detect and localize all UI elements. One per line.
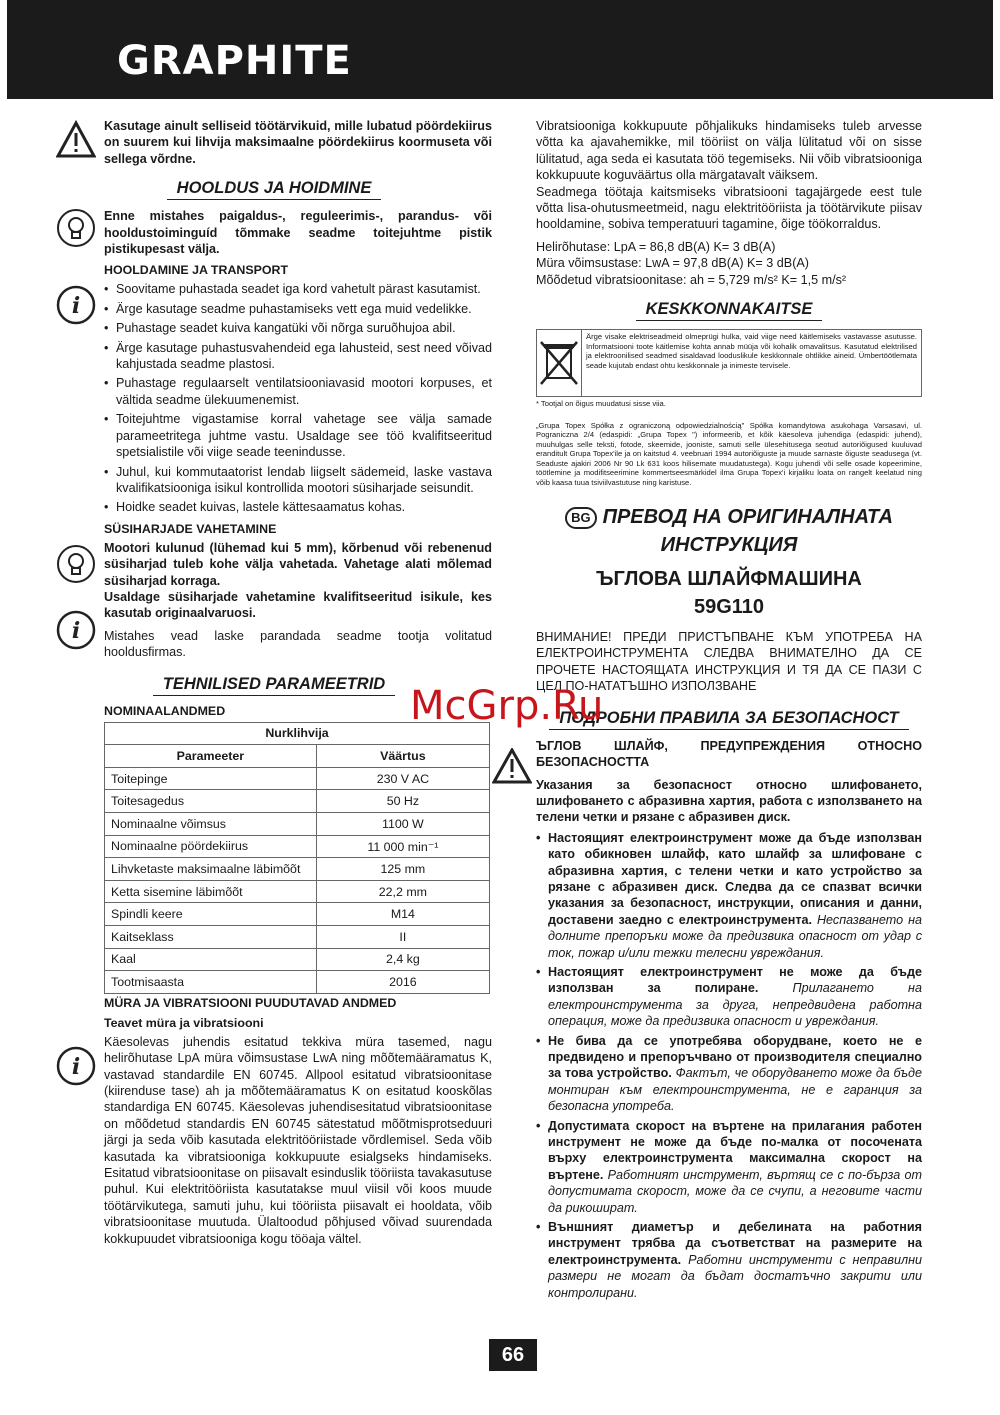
- lightbulb-icon: [56, 208, 96, 248]
- noise-line: Helirõhutase: LpA = 86,8 dB(A) K= 3 dB(A): [536, 239, 776, 254]
- page-number: 66: [489, 1339, 537, 1371]
- info-icon: [56, 1046, 96, 1086]
- param-value: II: [316, 925, 489, 948]
- bg-title: [536, 503, 922, 559]
- list-item: • Ärge kasutage puhastusvahendeid ega lahusteid, sest need võivad kahjustada seadme plastosi.: [104, 340, 492, 373]
- bg-title-line2: ИНСТРУКЦИЯ: [660, 534, 798, 557]
- bold-text: Не бива да се употребява оборудване, което не е предвидено и препоръчвано от производителя специално за това устройство.: [548, 1033, 922, 1081]
- italic-text: Фактът, че оборудването може да бъде монтиран към електроинструмента, не е гаранция за безопасна употреба.: [548, 1066, 922, 1114]
- warning-triangle-icon: [56, 120, 96, 160]
- list-item: [536, 1033, 922, 1115]
- graphite-logo: GRAPHITE: [117, 38, 352, 84]
- transport-list: [104, 281, 492, 515]
- param-name: Tootmisaasta: [105, 971, 317, 994]
- vibration-text: Vibratsiooniga kokkupuute põhjalikuks hindamiseks tuleb arvesse võtta ka ajavahemikke, mil tööriist on välja lülitatud või on sisse lülitatud, aga seda ei kasutata töö tegemiseks. Nii võib vibratsiooniga kokkupuute koguväärtus olla märgatavalt väiksem.: [536, 119, 922, 183]
- warning-text: Kasutage ainult selliseid töötärvikuid, mille lubatud pöördekiirus on suurem kui lihvija maksimaalne pöördekiirus koormuseta või sellega võrdne.: [104, 119, 492, 166]
- info-icon: [56, 610, 96, 650]
- list-item: • Puhastage regulaarselt ventilatsiooniavasid mootori korpuses, et vältida seadme ülekuumenemist.: [104, 375, 492, 408]
- bg-title-line1: ПРЕВОД НА ОРИГИНАЛНАТА: [602, 506, 893, 529]
- list-item: • Puhastage seadet kuiva kangatüki või nõrga suruõhujoa abil.: [104, 320, 492, 336]
- noise-title: MÜRA JA VIBRATSIOONI PUUDUTAVAD ANDMED: [104, 995, 397, 1010]
- table-row: [105, 812, 490, 835]
- waste-box: [536, 329, 922, 397]
- info-icon: [56, 285, 96, 325]
- crossed-bin-icon: [537, 338, 581, 388]
- param-value: 11 000 min⁻¹: [316, 835, 489, 858]
- noise-line: Mõõdetud vibratsioonitase: ah = 5,729 m/s² K= 1,5 m/s²: [536, 272, 847, 287]
- table-caption: Nurklihvija: [105, 722, 490, 745]
- tech-title: TEHNILISED PARAMEETRID: [56, 675, 492, 694]
- param-value: 50 Hz: [316, 790, 489, 813]
- waste-text: Ärge visake elektriseadmeid olmeprügi hulka, vaid viige need käitlemiseks vastavasse asutusse. Informatsiooni toote käitlemise kohta annab müüja või kohalik omavalitsus. Kasutatud elektrilised ja elektroonilised seadmed sisaldavad looduslikule keskkonnale ohtlikke aineid. Ümbertöötlemata seade kujutab endast ohtu keskkonnale ja inimeste tervisele.: [586, 332, 917, 370]
- transport-title: HOOLDAMINE JA TRANSPORT: [104, 263, 289, 278]
- italic-text: Работни инструменти с неправилни размери не могат да бъдат достатъчно закрити или контролирани.: [548, 1252, 923, 1300]
- table-row: [105, 971, 490, 994]
- param-value: 125 mm: [316, 858, 489, 881]
- warning-triangle-icon: [492, 748, 532, 784]
- table-row: [105, 880, 490, 903]
- italic-text: Работният инструмент, въртящ се с по-бърза от допустимата скорост, може да се счупи, а неговите части да рикошират.: [548, 1167, 922, 1215]
- params-table: [104, 722, 490, 994]
- nominal-title: NOMINAALANDMED: [104, 703, 226, 718]
- brush-section: [56, 522, 492, 661]
- brush-info: Usaldage süsiharjade vahetamine kvalifitseeritud isikule, kes kasutab originaalvaruosi.: [104, 589, 492, 621]
- table-row: [105, 903, 490, 926]
- bold-text: Настоящият електроинструмент може да бъде използван като обикновен шлайф, като шлайф за шлифоване с абразивна хартия, с телени четки и като устройство за рязане с абразивен диск. Следва да се спазват всички указания за безопасност, инструкции, описания и данни, доставени заедно с електроинструмента.: [548, 830, 922, 927]
- param-value: M14: [316, 903, 489, 926]
- brush-tip: Mootori kulunud (lühemad kui 5 mm), kõrbenud või rebenenud süsiharjad tuleb kohe välja vahetada. Vahetage alati mõlemad süsiharjad korraga.: [104, 540, 492, 588]
- brush-title: SÜSIHARJADE VAHETAMINE: [104, 521, 277, 536]
- maintenance-tip: [56, 208, 492, 257]
- table-row: [105, 790, 490, 813]
- waste-bin-picture: [537, 330, 582, 396]
- param-value: 1100 W: [316, 812, 489, 835]
- maintenance-title: HOOLDUS JA HOIDMINE: [56, 179, 492, 198]
- param-name: Ketta sisemine läbimõõt: [105, 880, 317, 903]
- param-value: 2016: [316, 971, 489, 994]
- svg-text:i: i: [71, 293, 81, 320]
- bold-text: Настоящият електроинструмент не може да бъде използван за полиране.: [548, 964, 922, 996]
- maintenance-tip-text: Enne mistahes paigaldus-, reguleerimis-, parandus- või hooldustoiminguíd tõmmake seadme toitejuhtme pistik pistikupesast välja.: [104, 209, 492, 257]
- list-item: • Soovitame puhastada seadet iga kord vahetult pärast kasutamist.: [104, 281, 492, 297]
- param-name: Nominaalne pöördekiirus: [105, 835, 317, 858]
- list-item: • Ärge kasutage seadme puhastamiseks vett ega muid vedelikke.: [104, 301, 492, 317]
- warning-block: [56, 118, 492, 167]
- param-value: 230 V AC: [316, 767, 489, 790]
- env-note: * Tootjal on õigus muudatusi sisse viia.: [536, 399, 666, 409]
- list-item: • Juhul, kui kommutaatorist lendab liigselt sädemeid, laske vastava kvalifikatsiooniga isikul kontrollida mootori süsiharjade seisundit.: [104, 464, 492, 497]
- param-name: Lihvketaste maksimaalne läbimõõt: [105, 858, 317, 881]
- bg-subtitle: ЪГЛОВ ШЛАЙФ, ПРЕДУПРЕЖДЕНИЯ ОТНОСНО БЕЗОПАСНОСТТА: [536, 738, 922, 770]
- param-name: Kaitseklass: [105, 925, 317, 948]
- column-header: Parameeter: [105, 745, 317, 768]
- legal-text: „Grupa Topex Spółka z ograniczoną odpowiedzialnością" Spółka komandytowa asukohaga Varsasavi, ul. Pograniczna 2/4 (edaspidi: „Grupa Topex ") informeerib, et kõik käesoleva juhendiga (edaspidi: juhend), muuhulgas selle teksti, fotode, skeemide, jooniste, samuti selle ülesehitusega seotud autoriõigused kuuluvad eranditult Grupa Topex'ile ja on kaitstud 4. veebruari 1994 autoriõiguste ja muude sarnaste õiguste seadusega (vt. Seaduste ajakiri 2006 Nr 90 Lk 631 koos hilisemate muudatustega). Kogu juhendi või selle osade kopeerimine, töötlemine ja modifitseerimine kommertseesmärkidel ilma Grupa Topex'i kirjaliku loata on rangelt keelatud ning võib kaasa tuua tsiviilvastutuse ning karistuse.: [536, 420, 922, 487]
- italic-text: Неспазването на долните препоръки може да предизвика опасност от удар с ток, пожар и/или тежки телесни увреждания.: [548, 912, 923, 960]
- bg-intro: Указания за безопасност относно шлифоването, шлифоването с абразивна хартия, работа с използването на телени четки и рязане с абразивен диск.: [536, 777, 922, 825]
- svg-text:i: i: [71, 617, 81, 644]
- column-header: Väärtus: [316, 745, 489, 768]
- param-name: Spindli keere: [105, 903, 317, 926]
- lightbulb-icon: [56, 544, 96, 584]
- bold-text: Външният диаметър и дебелината на работния инструмент трябва да съответстват на размерите на електроинструмента.: [548, 1220, 922, 1267]
- svg-text:i: i: [71, 1053, 81, 1080]
- table-row: [105, 925, 490, 948]
- list-item: [536, 1118, 922, 1216]
- param-name: Toitepinge: [105, 767, 317, 790]
- bg-attention: ВНИМАНИЕ! ПРЕДИ ПРИСТЪПВАНЕ КЪМ УПОТРЕБА НА ЕЛЕКТРОИНСТРУМЕНТА СЛЕДВА ВНИМАТЕЛНО ДА СЕ ПРОЧЕТЕ НАСТОЯЩАТА ИНСТРУКЦИЯ И ТЯ ДА СЕ ПАЗИ С ЦЕЛ ПО-НАТАТЪШНО ИЗПОЛЗВАНЕ: [536, 630, 922, 694]
- watermark: McGrp.Ru: [410, 683, 604, 729]
- bold-text: Допустимата скорост на въртене на прилагания работен инструмент не може да бъде по-малка от посочената върху електроинструмента максимална скорост на въртене.: [548, 1118, 922, 1182]
- italic-text: Прилагането на електроинструмента за друга, непредвидена работна операция, може да предизвика опасност и увреждания.: [548, 981, 922, 1029]
- table-row: [105, 835, 490, 858]
- environment-title: KESKKONNAKAITSE: [536, 300, 922, 319]
- table-row: [105, 948, 490, 971]
- transport-section: [56, 263, 492, 515]
- noise-text: Käesolevas juhendis esitatud tekkiva müra tasemed, nagu helirõhutase LpA müra võimsustase LwA ning mõõtemääramatus K, vastavad standardile EN 60745. Allpool esitatud vibratsioonitase (kiirenduse tase) ah ja mõõtemääramatus K on esitatud kooskõlas standardiga EN 60745. Käesolevas juhendisesitatud vibratsioonitase on mõõdetud standardis EN 60745 sätestatud mõõtmisprotseduuri järgi ja seda võib kasutada elektritööriistade võrdlemisel. Seda võib kasutada ka vibratsiooniga kokkupuute esialgseks hindamiseks. Esitatud vibratsioonitase on piisavalt esinduslik tööriista tavakasutuse puhul. Kui elektritööriista kasutatakse muul viisil või koos muude töötärvikutega, samuti juhu, kui tööriista piisavalt ei hooldata, võib vibratsioonitase muutuda. Ülaltoodud põhjused võivad suurendada kokkupuudet vibratsiooniga kogu tööaja vältel.: [104, 1034, 492, 1246]
- list-item: [536, 830, 922, 961]
- page-header: [7, 0, 993, 99]
- vibration-text-2: Seadmega töötaja kaitsmiseks vibratsiooni tagajärgede eest tule võtta lisa-ohutusmeetmeid, nagu elektritööriista ja töötärvikute piisav hooldamine, sobiva temperatuuri tagamine, õige töökorraldus.: [536, 184, 922, 232]
- brush-note: Mistahes vead laske parandada seadme tootja volitatud hooldusfirmas.: [104, 628, 492, 660]
- param-name: Kaal: [105, 948, 317, 971]
- bg-product-line1: ЪГЛОВА ШЛАЙФМАШИНА: [596, 568, 862, 591]
- noise-line: Müra võimsustase: LwA = 97,8 dB(A) K= 3 dB(A): [536, 256, 809, 271]
- bg-list: [536, 830, 922, 1301]
- list-item: • Hoidke seadet kuivas, lastele kättesaamatus kohas.: [104, 499, 492, 515]
- noise-section: [56, 996, 492, 1247]
- list-item: [536, 1219, 922, 1301]
- bg-safety-title: ПОДРОБНИ ПРАВИЛА ЗА БЕЗОПАСНОСТ: [536, 709, 922, 728]
- param-name: Toitesagedus: [105, 790, 317, 813]
- noise-subtitle: Teavet müra ja vibratsiooni: [104, 1015, 264, 1030]
- table-row: [105, 767, 490, 790]
- bg-badge: BG: [565, 507, 597, 529]
- param-name: Nominaalne võimsus: [105, 812, 317, 835]
- bg-product-title: [536, 565, 922, 621]
- param-value: 2,4 kg: [316, 948, 489, 971]
- param-value: 22,2 mm: [316, 880, 489, 903]
- bg-product-line2: 59G110: [693, 596, 765, 619]
- list-item: • Toitejuhtme vigastamise korral vahetage see välja samade parameetritega juhtme vastu. Usaldage see töö kvalifitseeritud spetsialistile või viige seade teenindusse.: [104, 411, 492, 460]
- table-row: [105, 858, 490, 881]
- list-item: [536, 964, 922, 1030]
